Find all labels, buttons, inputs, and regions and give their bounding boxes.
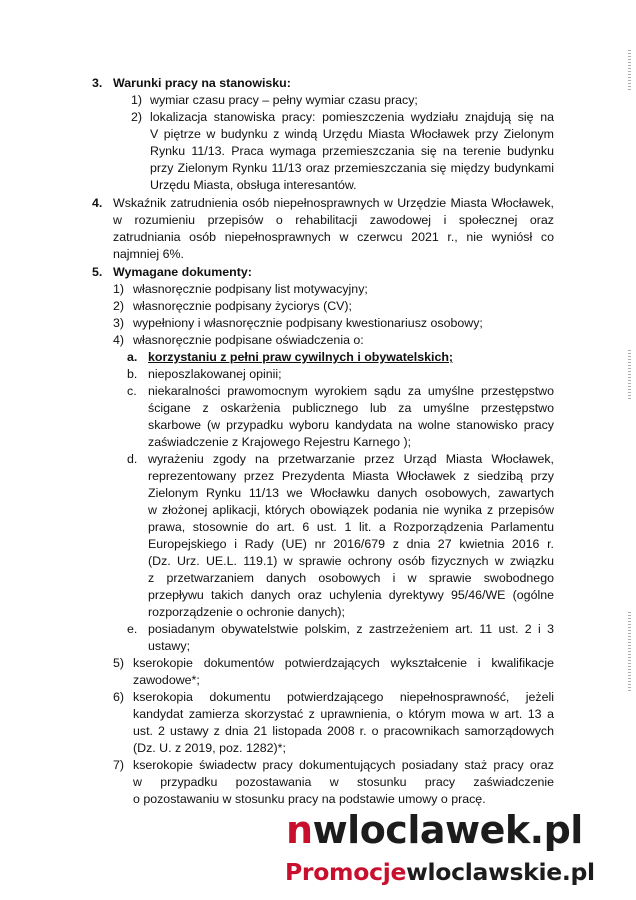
section-heading: Wymagane dokumenty: [113,265,252,279]
sublist-letter: e. [127,622,138,636]
list-item-text: Urzędu Miasta, obsługa interesantów. [150,178,357,192]
watermark-red-part: Promocje [285,858,407,886]
watermark-dark-part: wloclawek.pl [312,808,583,852]
list-item-text: kandydat zamierza skorzystać z uprawnienia, o którym mowa w art. 13 a [133,707,554,721]
scan-artifact [628,50,631,90]
list-number: 2) [131,110,143,124]
list-item-text: w przypadku pozostawania w stosunku pracy zaświadczenie [133,775,554,789]
list-number: 6) [113,690,125,704]
sublist-text: zaświadczenie z Krajowego Rejestru Karnego ); [148,435,412,449]
paragraph-line: w rozumieniu przepisów o rehabilitacji zawodowej i społecznej oraz [113,213,554,227]
sublist-text: przepływu takich danych oraz uchylenia dyrektywy 95/46/WE (ogólne [148,588,554,602]
list-item-text: wymiar czasu pracy – pełny wymiar czasu pracy; [150,93,418,107]
list-item-text: lokalizacja stanowiska pracy: pomieszczenia wydziału znajdują się na [150,110,554,124]
list-number: 1) [131,93,143,107]
section-number: 5. [92,265,103,279]
sublist-text: niekaralności prawomocnym wyrokiem sądu za umyślne przestępstwo [148,384,554,398]
sublist-text: Europejskiego i Rady (UE) nr 2016/679 z dnia 27 kwietnia 2016 r. [148,537,554,551]
sublist-text: Zielonym Rynku 11/13 we Włocławku danych osobowych, zawartych [148,486,554,500]
sublist-letter: b. [127,367,138,381]
sublist-text: wyrażeniu zgody na przetwarzanie przez Urząd Miasta Włocławek, [148,452,554,466]
list-item-text: zawodowe*; [133,673,200,687]
sublist-text: ścigane z oskarżenia publicznego lub za umyślne przestępstwo [148,401,554,415]
list-item-text: o pozostawaniu w stosunku pracy na podstawie umowy o pracę. [133,792,486,806]
sublist-text: posiadanym obywatelstwie polskim, z zastrzeżeniem art. 11 ust. 2 i 3 [148,622,554,636]
list-number: 7) [113,758,125,772]
sublist-letter: d. [127,452,138,466]
list-item-text: Rynku 11/13. Praca wymaga przemieszczania się na terenie budynku [150,144,554,158]
list-number: 3) [113,316,125,330]
sublist-text: w złożonej aplikacji, których obowiązek podania nie wynika z przepisów [148,503,554,517]
site-watermark-secondary [285,857,595,887]
paragraph-line: najmniej 6%. [113,247,184,261]
sublist-text: rozporządzenie o ochronie danych); [148,605,345,619]
sublist-text: nieposzlakowanej opinii; [148,367,282,381]
site-watermark [286,808,583,852]
list-number: 4) [113,333,125,347]
sublist-text: ustawy; [148,639,191,653]
section-heading: Warunki pracy na stanowisku: [113,76,291,90]
list-item-text: (Dz. U. z 2019, poz. 1282)*; [133,741,286,755]
list-number: 5) [113,656,125,670]
scan-artifact [628,612,631,692]
sublist-text: (Dz. Urz. UE.L. 119.1) w sprawie ochrony osób fizycznych w związku [148,554,554,568]
list-item-text: własnoręcznie podpisany list motywacyjny; [133,282,368,296]
list-item-text: ust. 2 ustawy z dnia 21 listopada 2008 r. o pracownikach samorządowych [133,724,554,738]
list-item-text: własnoręcznie podpisane oświadczenia o: [133,333,364,347]
list-item-text: kserokopie świadectw pracy dokumentujących posiadany staż pracy oraz [133,758,554,772]
sublist-text: reprezentowany przez Prezydenta Miasta Włocławek z siedzibą przy [148,469,554,483]
sublist-text: prawa, stosownie do art. 6 ust. 1 lit. a Rozporządzenia Parlamentu [148,520,554,534]
list-item-text: kserokopia dokumentu potwierdzającego niepełnosprawność, jeżeli [133,690,554,704]
list-item-text: kserokopie dokumentów potwierdzających wykształcenie i kwalifikacje [133,656,554,670]
paragraph-line: zatrudniania osób niepełnosprawnych w czerwcu 2021 r., nie wyniósł co [113,230,554,244]
watermark-dark-part: wloclawskie.pl [406,858,595,886]
sublist-letter: c. [127,384,137,398]
watermark-red-part: n [286,808,313,852]
paragraph-line: Wskaźnik zatrudnienia osób niepełnosprawnych w Urzędzie Miasta Włocławek, [113,196,554,210]
sublist-text: z przetwarzaniem danych osobowych i w sprawie swobodnego [148,571,554,585]
sublist-text: korzystaniu z pełni praw cywilnych i obywatelskich; [148,350,454,364]
list-item-text: własnoręcznie podpisany życiorys (CV); [133,299,352,313]
section-number: 4. [92,196,103,210]
list-number: 2) [113,299,125,313]
scan-artifact [628,350,631,400]
sublist-text: skarbowe (w przypadku wyboru kandydata na wolne stanowisko pracy [148,418,554,432]
list-number: 1) [113,282,125,296]
list-item-text: V piętrze w budynku z windą Urzędu Miasta Włocławek przy Zielonym [150,127,554,141]
section-number: 3. [92,76,103,90]
sublist-letter: a. [127,350,138,364]
list-item-text: wypełniony i własnoręcznie podpisany kwestionariusz osobowy; [133,316,483,330]
list-item-text: przy Zielonym Rynku 11/13 oraz przemieszczania się między budynkami [150,161,554,175]
